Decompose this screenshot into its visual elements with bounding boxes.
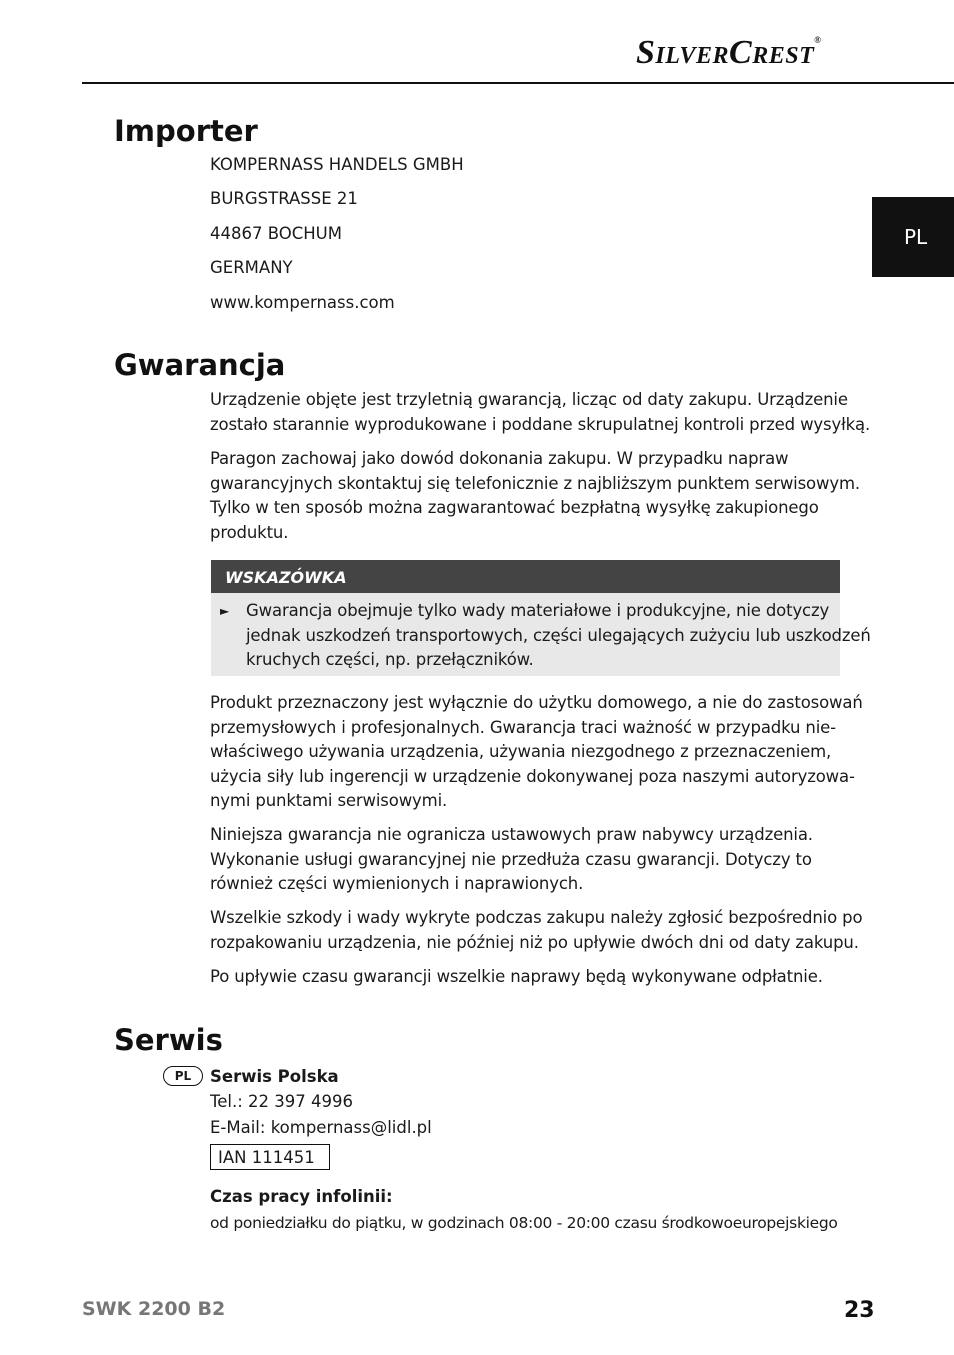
hours-text: od poniedziałku do piątku, w godzinach 08:00 - 20:00 czasu środkowoeuropejskiego bbox=[210, 1214, 838, 1232]
country-badge: PL bbox=[163, 1066, 203, 1086]
gwarancja-paragraph-5: Wszelkie szkody i wady wykryte podczas zakupu należy zgłosić bezpośrednio po rozpakowaniu urządzenia, nie później niż po upływie dwóch dni od daty zakupu. bbox=[210, 908, 863, 952]
gwarancja-paragraph-6: Po upływie czasu gwarancji wszelkie naprawy będą wykonywane odpłatnie. bbox=[210, 967, 823, 986]
gwarancja-heading: Gwarancja bbox=[114, 348, 286, 382]
gwarancja-paragraph-3: Produkt przeznaczony jest wyłącznie do użytku domowego, a nie do zastosowań przemysłowych i profesjonalnych. Gwarancja traci ważność w przypadku nie- właściwego używania urządzenia, używania niezgodnego z przeznaczeniem, użycia siły lub ingerencji w urządzenie dokonywanej poza naszymi autoryzowa- nymi punktami serwisowymi. bbox=[210, 693, 863, 810]
importer-country: GERMANY bbox=[210, 258, 293, 277]
brand-logo: SilverCrest® bbox=[636, 34, 822, 71]
importer-website: www.kompernass.com bbox=[210, 293, 395, 312]
hours-label: Czas pracy infolinii: bbox=[210, 1187, 393, 1206]
ian-box: IAN 111451 bbox=[210, 1144, 330, 1170]
importer-street: BURGSTRASSE 21 bbox=[210, 189, 358, 208]
note-text: Gwarancja obejmuje tylko wady materiałowe i produkcyjne, nie dotyczy jednak uszkodzeń transportowych, części ulegających zużyciu lub uszkodzeń kruchych części, np. przełączników. bbox=[246, 601, 871, 669]
serwis-heading: Serwis bbox=[114, 1023, 223, 1057]
importer-heading: Importer bbox=[114, 114, 258, 148]
gwarancja-paragraph-1: Urządzenie objęte jest trzyletnią gwarancją, licząc od daty zakupu. Urządzenie zostało starannie wyprodukowane i poddane skrupulatnej kontroli przed wysyłką. bbox=[210, 390, 871, 434]
serwis-tel: Tel.: 22 397 4996 bbox=[210, 1092, 354, 1111]
gwarancja-paragraph-4: Niniejsza gwarancja nie ogranicza ustawowych praw nabywcy urządzenia. Wykonanie usługi gwarancyjnej nie przedłuża czasu gwarancji. Dotyczy to również części wymienionych i naprawionych. bbox=[210, 825, 813, 893]
importer-city: 44867 BOCHUM bbox=[210, 224, 342, 243]
bullet-arrow-icon: ► bbox=[220, 604, 230, 618]
serwis-email: E-Mail: kompernass@lidl.pl bbox=[210, 1118, 432, 1137]
gwarancja-paragraph-2: Paragon zachowaj jako dowód dokonania zakupu. W przypadku napraw gwarancyjnych skontaktuj się telefonicznie z najbliższym punktem serwisowym. Tylko w ten sposób można zagwarantować bezpłatną wysyłkę zakupionego produktu. bbox=[210, 449, 860, 542]
header-divider bbox=[82, 82, 954, 84]
importer-company: KOMPERNASS HANDELS GMBH bbox=[210, 155, 464, 174]
serwis-name: Serwis Polska bbox=[210, 1067, 339, 1086]
page-number: 23 bbox=[844, 1298, 875, 1323]
language-tab: PL bbox=[872, 197, 954, 277]
footer-model: SWK 2200 B2 bbox=[82, 1298, 226, 1320]
note-heading: WSKAZÓWKA bbox=[211, 560, 840, 593]
